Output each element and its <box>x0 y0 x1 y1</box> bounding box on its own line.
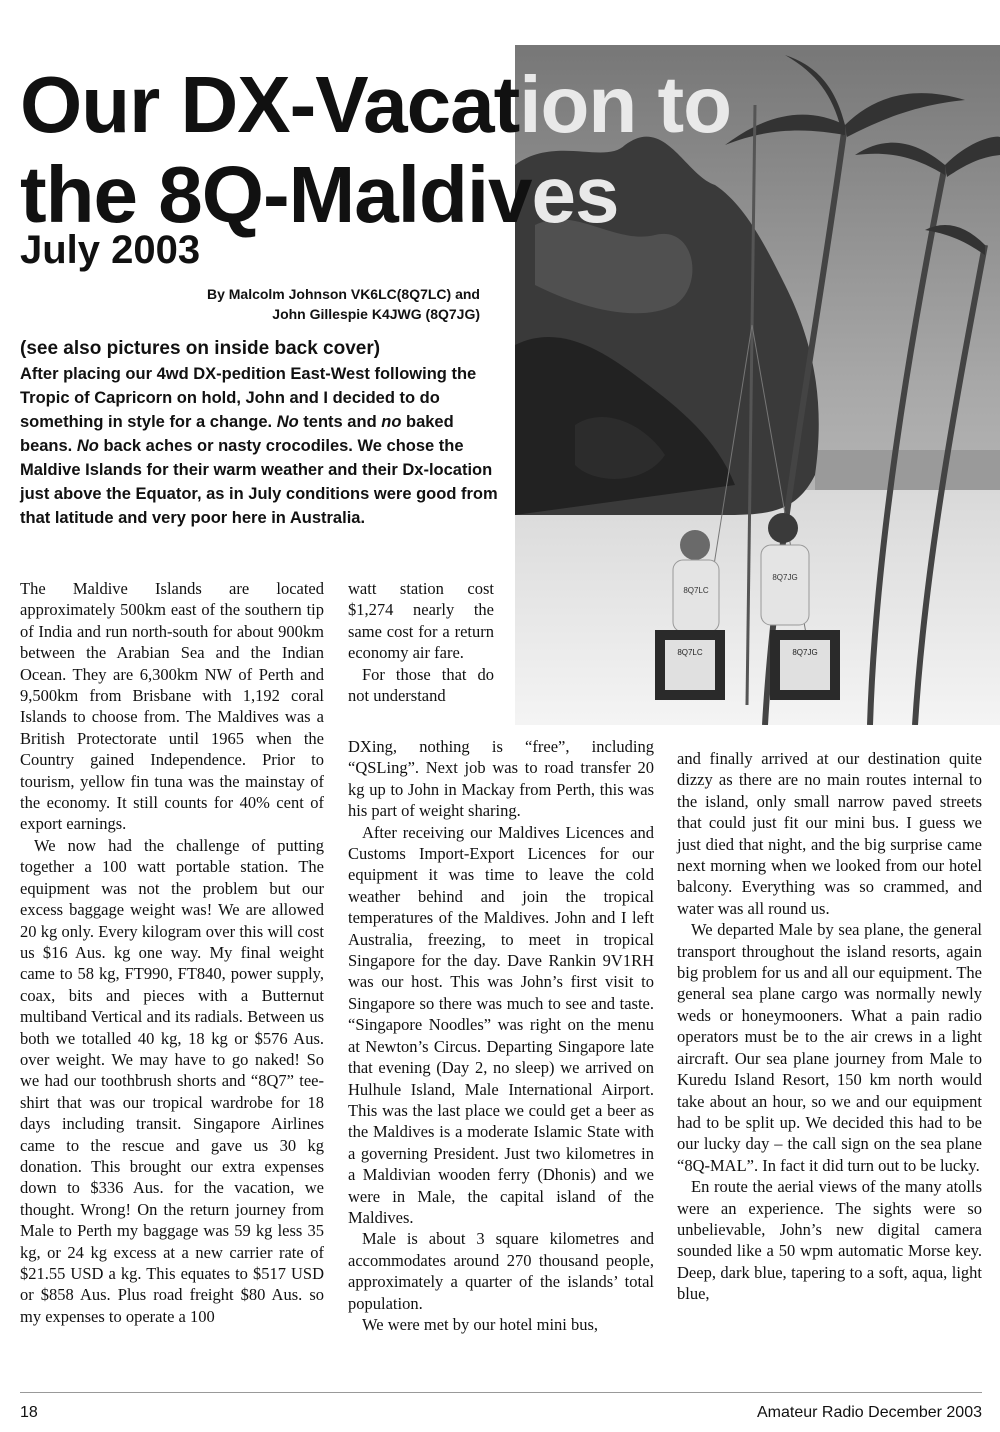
page-number: 18 <box>20 1404 38 1421</box>
intro-text-1: After placing our 4wd DX-pedition East-West following the Tropic of Capricorn on hold, John and I decided to do something in style for a change. <box>20 365 477 431</box>
col3-paragraph-1: and finally arrived at our destination quite dizzy as there are no main routes internal to the island, only small narrow paved streets that could just fit our mini bus. I guess we just died that night, and the big surprise came next morning when we looked from our hotel balcony. Everything was so crammed, and water was all round us. <box>677 749 982 918</box>
title-line-1-text: Our DX-Vacat <box>20 60 520 149</box>
byline <box>150 284 480 324</box>
intro-paragraph <box>20 362 500 530</box>
col1-paragraph-2: We now had the challenge of putting together a 100 watt portable station. The equipment was not the problem but our excess baggage weight was! We are allowed 20 kg only. Every kilogram over this will cost us $16 Aus. kg one way. My final weight came to 58 kg, FT990, FT840, power supply, coax, bits and pieces with a Butternut multiband Vertical and its radials. Between us both we totalled 40 kg, 18 kg or $576 Aus. over weight. We may have to go naked! So we had our toothbrush shorts and “8Q7” tee-shirt that was our tropical wardrobe for 18 days including transit. Singapore Airlines came to the rescue and gave us 30 kg donation. This brought our extra expenses down to $336 Aus. for the vacation, we thought. Wrong! On the return journey from Male to Perth my baggage was 59 kg less 35 kg, or 24 kg excess at a new carrier rate of $21.55 USD a kg. This equates to $517 USD or $858 Aus. Plus road freight $80 Aus. so my expenses to operate a 100 <box>20 835 324 1326</box>
intro-emphasis-1: No <box>276 413 299 431</box>
chair-right <box>770 630 840 700</box>
publication-name: Amateur Radio December 2003 <box>756 1404 982 1421</box>
chair-callsign-right: 8Q7JG <box>792 648 818 657</box>
chair-callsign-left: 8Q7LC <box>677 648 703 657</box>
shirt-callsign-right: 8Q7JG <box>772 573 798 582</box>
intro-text-3: baked beans. <box>20 413 454 455</box>
intro-text-4: back aches or nasty crocodiles. We chose the Maldive Islands for their warm weather and their Dx-location just above the Equator, as in July conditions were good from that latitude and very poor here in Australia. <box>20 437 498 527</box>
article-date: July 2003 <box>20 228 201 272</box>
col2b-paragraph-2: After receiving our Maldives Licences and Customs Import-Export Licences for our equipment it was time to leave the cold weather behind and join the tropical temperatures of the Maldives. John and I left Australia, freezing, to meet in tropical Singapore for the day. Dave Rankin 9V1RH was our host. This was John’s first visit to Singapore so there was much to see and taste. “Singapore Noodles” was right on the menu at Newton’s Circus. Departing Singapore late that evening (Day 2, no sleep) we arrived on Hulhule Island, Male International Airport. This was the last place we could get a beer as the Maldives is a moderate Islamic State with a governing President. Just two kilometres in a Maldivian wooden ferry (Dhonis) and we were in Male, the capital island of the Maldives. <box>348 822 654 1227</box>
intro-emphasis-2: no <box>381 413 402 431</box>
shirt-callsign-left: 8Q7LC <box>683 586 709 595</box>
col2a-paragraph-1: watt station cost $1,274 nearly the same cost for a return economy air fare. <box>348 579 494 663</box>
article-title <box>20 60 1000 240</box>
col2b-paragraph-1: DXing, nothing is “free”, including “QSLing”. Next job was to road transfer 20 kg up to John in Mackay from Perth, this was his part of weight sharing. <box>348 737 654 821</box>
col3-paragraph-2: We departed Male by sea plane, the general transport throughout the island resorts, again big problem for us and all our equipment. The general sea plane cargo was normally newly weds or honeymooners. What a pain radio operators must be to the air crews in a light aircraft. Our sea plane journey from Male to Kuredu Island Resort, 150 km north would take about an hour, so we and our equipment had to be split up. We decided this had to be our lucky day – the call sign on the sea plane “8Q-MAL”. In fact it did turn out to be lucky. <box>677 920 982 1175</box>
col2b-paragraph-4: We were met by our hotel mini bus, <box>362 1314 599 1334</box>
intro-emphasis-3: No <box>76 437 99 455</box>
footer-divider <box>20 1392 982 1393</box>
title-line-1-overlay: ion to <box>519 60 731 149</box>
column-1 <box>20 578 324 1327</box>
see-also-note: (see also pictures on inside back cover) <box>20 338 381 359</box>
byline-line-1: By Malcolm Johnson VK6LC(8Q7LC) and <box>206 286 480 302</box>
chair-left <box>655 630 725 700</box>
title-line-2-overlay: es <box>531 150 619 239</box>
title-line-2-text: the 8Q-Maldiv <box>20 150 532 239</box>
col3-paragraph-3: En route the aerial views of the many atolls were an experience. The sights were so unbelievable, John’s new digital camera sounded like a 50 wpm automatic Morse key. Deep, dark blue, tapering to a soft, aqua, light blue, <box>677 1177 982 1304</box>
column-2-bottom <box>348 736 654 1335</box>
column-2-top <box>348 578 494 706</box>
title-line-1 <box>20 60 1000 150</box>
column-3 <box>677 748 982 1305</box>
intro-text-2: tents and <box>298 413 382 431</box>
col1-paragraph-1: The Maldive Islands are located approximately 500km east of the southern tip of India and run north-south for about 900km between the Arabian Sea and the Indian Ocean. They are 6,300km NW of Perth and 9,500km from Brisbane with 1,192 coral Islands to choose from. The Maldives was a British Protectorate until 1965 when the Country gained Independence. Prior to tourism, yellow fin tuna was the mainstay of the economy. It still counts for 40% cent of export earnings. <box>20 579 324 834</box>
title-line-2 <box>20 150 1000 240</box>
col2b-paragraph-3: Male is about 3 square kilometres and accommodates around 270 thousand people, approximately a quarter of the islands’ total population. <box>348 1229 654 1313</box>
byline-line-2: John Gillespie K4JWG (8Q7JG) <box>272 306 480 322</box>
col2a-paragraph-2: For those that do not understand <box>348 664 494 706</box>
